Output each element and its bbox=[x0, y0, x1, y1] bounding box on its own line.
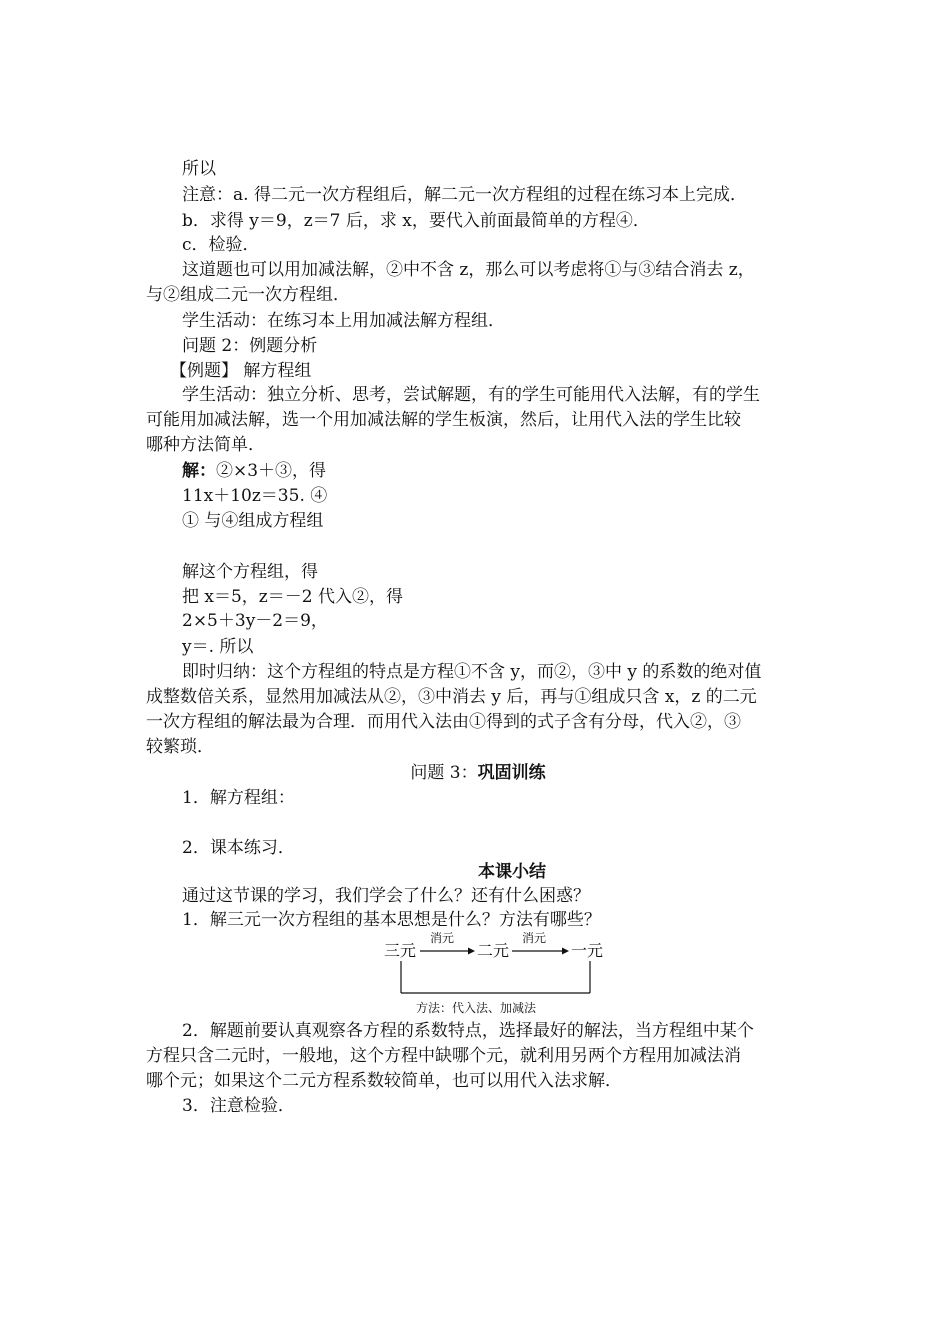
text-line: 可能用加减法解，选一个用加减法解的学生板演，然后，让用代入法的学生比较 bbox=[146, 410, 741, 430]
flow-arrow-label: 消元 bbox=[522, 931, 547, 945]
example-heading: 【例题】 解方程组 bbox=[170, 361, 312, 381]
flow-arrow-head bbox=[468, 948, 475, 955]
text-line: 一次方程组的解法最为合理．而用代入法由①得到的式子含有分母，代入②，③ bbox=[146, 712, 741, 732]
text-line: 与②组成二元一次方程组． bbox=[146, 285, 350, 305]
text-line: 解这个方程组，得 bbox=[182, 562, 318, 582]
text-line: 成整数倍关系，显然用加减法从②，③中消去 y 后，再与①组成只含 x，z 的二元 bbox=[146, 687, 757, 707]
flow-node-three: 三元 bbox=[384, 941, 417, 960]
text-line: 把 x＝5，z＝－2 代入②，得 bbox=[182, 587, 403, 607]
flow-arrow-head bbox=[562, 948, 569, 955]
text-line: 通过这节课的学习，我们学会了什么？还有什么困惑？ bbox=[182, 886, 590, 906]
elimination-flow-diagram bbox=[380, 928, 610, 1018]
text-line: 学生活动：在练习本上用加减法解方程组． bbox=[182, 311, 505, 331]
text-line: 1．解三元一次方程组的基本思想是什么？方法有哪些？ bbox=[182, 910, 601, 930]
text-line: 3．注意检验． bbox=[182, 1096, 295, 1116]
text-line: 学生活动：独立分析、思考，尝试解题，有的学生可能用代入法解，有的学生 bbox=[182, 385, 760, 405]
text-line: y＝. 所以 bbox=[182, 637, 254, 657]
text-line: 这道题也可以用加减法解，②中不含 z，那么可以考虑将①与③结合消去 z， bbox=[182, 260, 755, 280]
flow-arrow-label: 消元 bbox=[430, 931, 455, 945]
section-heading bbox=[146, 762, 810, 784]
flow-node-two: 二元 bbox=[477, 941, 510, 960]
equation-line: 2×5＋3y－2＝9， bbox=[182, 611, 328, 631]
solution-line bbox=[182, 460, 810, 482]
text-line: 注意：a. 得二元一次方程组后，解二元一次方程组的过程在练习本上完成． bbox=[182, 185, 747, 205]
text-line: 较繁琐． bbox=[146, 737, 214, 757]
text-line: 1．解方程组： bbox=[182, 788, 295, 808]
text-line: 2．解题前要认真观察各方程的系数特点，选择最好的解法，当方程组中某个 bbox=[182, 1021, 754, 1041]
solution-text: ②×3＋③，得 bbox=[216, 461, 327, 481]
text-line: 即时归纳：这个方程组的特点是方程①不含 y，而②，③中 y 的系数的绝对值 bbox=[182, 662, 762, 682]
section-heading-number: 问题 3： bbox=[410, 763, 478, 783]
solution-label: 解： bbox=[182, 461, 216, 481]
section-heading-title: 巩固训练 bbox=[477, 763, 546, 783]
text-line: ① 与④组成方程组 bbox=[182, 511, 324, 531]
text-line: 2．课本练习． bbox=[182, 838, 295, 858]
text-line: 哪种方法简单． bbox=[146, 435, 265, 455]
text-line: c．检验． bbox=[182, 235, 260, 255]
text-line: 哪个元；如果这个二元方程系数较简单，也可以用代入法求解． bbox=[146, 1071, 622, 1091]
text-line: 问题 2：例题分析 bbox=[182, 336, 318, 356]
equation-line: 11x＋10z＝35. ④ bbox=[182, 486, 328, 506]
text-line: b．求得 y＝9，z＝7 后，求 x，要代入前面最简单的方程④． bbox=[182, 211, 650, 231]
summary-heading: 本课小结 bbox=[478, 862, 546, 882]
text-line: 所以 bbox=[182, 159, 216, 179]
flow-node-one: 一元 bbox=[571, 941, 604, 960]
flow-method-label: 方法：代入法、加减法 bbox=[416, 1001, 537, 1015]
text-line: 方程只含二元时，一般地，这个方程中缺哪个元，就利用另两个方程用加减法消 bbox=[146, 1046, 741, 1066]
